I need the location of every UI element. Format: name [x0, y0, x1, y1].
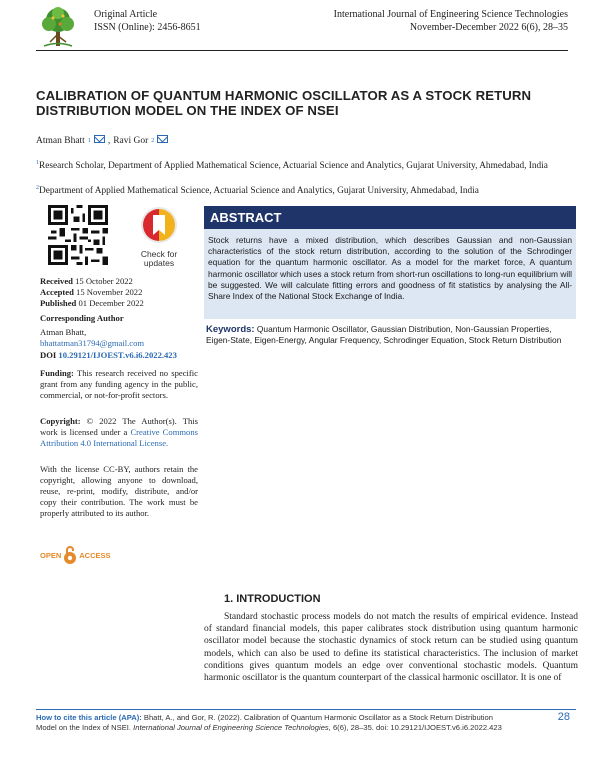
citation-journal: International Journal of Engineering Science Technologies,	[133, 723, 331, 732]
issue-info: November-December 2022 6(6), 28–35	[409, 22, 568, 33]
introduction-body: Standard stochastic process models do not match the results of empirical evidence. Instead of standard financial models, this paper calibrates stock distribution using quantum harmonic oscillator model because the stochastic dynamics of stock return can be studied using quantum models, which can also be used to define its statistical characteristics. The inclusion of market conditions gives quantum models an edge over conventional stochastic models. Quantum harmonic oscillator is the quantum counterpart of the classical harmonic oscillator. It is one of	[204, 612, 578, 684]
published-label: Published	[40, 298, 77, 308]
keywords-text: Quantum Harmonic Oscillator, Gaussian Distribution, Non-Gaussian Properties, Eigen-State, Eigen-Energy, Angular Frequency, Schrodinger Equation, Stock Return Distribution	[206, 324, 562, 346]
affiliation	[36, 157, 576, 172]
affiliation	[36, 182, 576, 197]
affiliation-text: Research Scholar, Department of Applied Mathematical Science, Actuarial Science and Analytics, Gujarat University, Ahmedabad, India	[39, 161, 548, 172]
license-link[interactable]: Creative Commons Attribution 4.0 International License.	[40, 427, 198, 448]
accepted-date: 15 November 2022	[76, 287, 143, 297]
abstract-heading: ABSTRACT	[204, 206, 576, 229]
doi-label: DOI	[40, 350, 57, 360]
published-date: 01 December 2022	[78, 298, 144, 308]
badge-line-1: Check for	[140, 249, 178, 259]
copyright-text: © 2022 The Author(s). This work is licensed under a	[40, 416, 198, 437]
copyright-label: Copyright:	[40, 416, 81, 426]
funding-text: This research received no specific grant from any funding agency in the public, commercial, or not-for-profit sectors.	[40, 368, 198, 400]
author-list	[36, 136, 168, 146]
publication-dates	[40, 276, 198, 309]
abstract-body: Stock returns have a mixed distribution, which describes Gaussian and non-Gaussian characteristics of the stock return distribution, according to the solution of the Schrodinger equation for the quantum harmonic oscillator. As a model for the market force, A quantum harmonic oscillator which uses a stock return from short-run oscillations to long-run equilibrium will be suggested. We will calculate fitting errors and goodness of fit statistics by analysing the All-Share Index of the National Stock Exchange of India.	[204, 229, 576, 319]
open-access-right: ACCESS	[79, 550, 111, 560]
article-type: Original Article	[94, 9, 158, 20]
open-access-left: OPEN	[40, 550, 62, 560]
issn: ISSN (Online): 2456-8651	[94, 22, 201, 33]
open-access-logo	[40, 545, 111, 565]
journal-logo-tree-icon	[36, 4, 80, 50]
corresponding-name: Atman Bhatt,	[40, 327, 87, 337]
open-lock-icon	[63, 545, 77, 565]
accepted-label: Accepted	[40, 287, 74, 297]
corresponding-author	[40, 313, 198, 361]
keywords	[206, 324, 574, 346]
citation-footer	[36, 713, 506, 733]
author-name[interactable]: Atman Bhatt	[36, 136, 85, 146]
citation-label: How to cite this article (APA):	[36, 713, 142, 722]
affiliation-text: Department of Applied Mathematical Science, Actuarial Science and Analytics, Gujarat University, Ahmedabad, India	[39, 186, 479, 197]
funding-statement	[40, 368, 198, 401]
affiliation-mark: 2	[36, 185, 39, 191]
email-icon[interactable]	[157, 135, 168, 143]
affiliation-mark: 1	[36, 160, 39, 166]
badge-line-2: updates	[143, 258, 175, 268]
author-name[interactable]: Ravi Gor	[113, 136, 149, 146]
header-divider	[36, 50, 568, 51]
author-affiliation-mark: 1	[87, 138, 91, 144]
header-right	[334, 8, 568, 34]
citation-tail: 6(6), 28–35. doi: 10.29121/IJOEST.v6.i6.2022.423	[332, 723, 502, 732]
corresponding-heading: Corresponding Author	[40, 313, 124, 323]
license-note: With the license CC-BY, authors retain the copyright, allowing anyone to download, reuse, re-print, modify, distribute, and/or copy their contribution. The work must be properly attributed to its author.	[40, 464, 198, 518]
copyright-statement	[40, 416, 198, 449]
corresponding-email-link[interactable]: bhattatman31794@gmail.com	[40, 338, 145, 348]
qr-code-icon[interactable]	[48, 205, 108, 265]
funding-label: Funding:	[40, 368, 74, 378]
email-icon[interactable]	[94, 135, 105, 143]
keywords-label: Keywords:	[206, 324, 255, 335]
check-for-updates-badge[interactable]	[128, 205, 190, 267]
introduction-heading: 1. INTRODUCTION	[224, 593, 321, 605]
received-label: Received	[40, 276, 73, 286]
bookmark-icon	[128, 205, 190, 245]
doi-link[interactable]: 10.29121/IJOEST.v6.i6.2022.423	[58, 350, 177, 360]
author-affiliation-mark: 2	[151, 138, 155, 144]
received-date: 15 October 2022	[75, 276, 133, 286]
page-number: 28	[557, 711, 570, 723]
header-left	[94, 8, 201, 34]
author-separator: ,	[107, 136, 111, 146]
footer-divider	[36, 709, 576, 710]
citation-text: Bhatt, A., and Gor, R. (2022). Calibration of Quantum Harmonic Oscillator as a Stock Return Distribution Model on the Index of NSEI.	[36, 713, 493, 732]
paper-title: CALIBRATION OF QUANTUM HARMONIC OSCILLATOR AS A STOCK RETURN DISTRIBUTION MODEL ON THE INDEX OF NSEI	[36, 88, 532, 118]
journal-name: International Journal of Engineering Science Technologies	[333, 9, 568, 20]
